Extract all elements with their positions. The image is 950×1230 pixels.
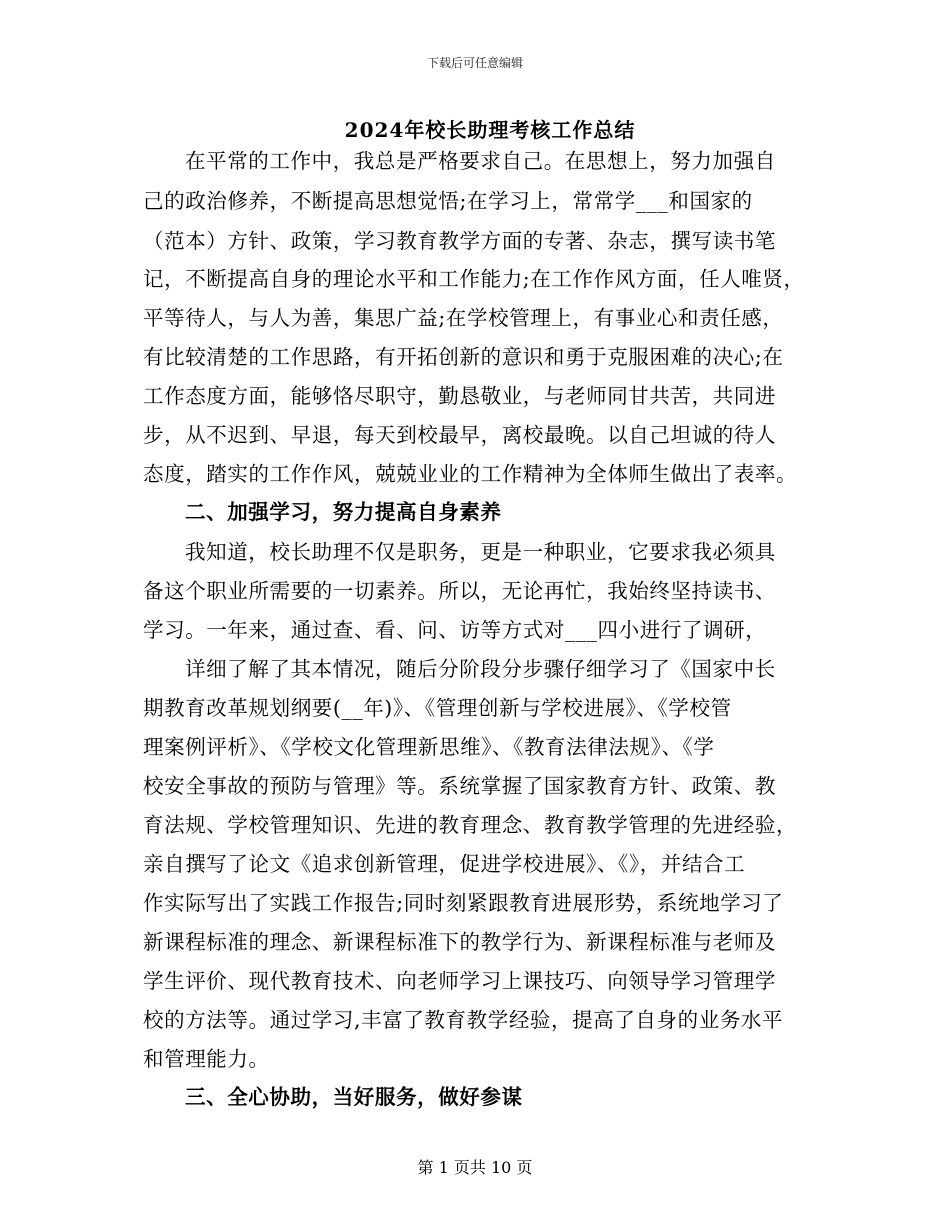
- section-heading: 二、加强学习，努力提高自身素养: [185, 500, 502, 524]
- body-line: 学习。一年来，通过查、看、问、访等方式对___四小进行了调研，: [143, 618, 767, 642]
- body-line: 校的方法等。通过学习,丰富了教育教学经验，提高了自身的业务水平: [143, 1008, 784, 1032]
- body-line: 在平常的工作中，我总是严格要求自己。在思想上，努力加强自: [185, 149, 776, 173]
- body-line: 步，从不迟到、早退，每天到校最早，离校最晚。以自己坦诚的待人: [143, 423, 776, 447]
- body-line: （范本）方针、政策，学习教育教学方面的专著、杂志，撰写读书笔: [143, 229, 776, 253]
- document-title: 2024年校长助理考核工作总结: [344, 118, 636, 142]
- body-line: 记，不断提高自身的理论水平和工作能力;在工作作风方面，任人唯贤，: [143, 267, 805, 291]
- body-line: 学生评价、现代教育技术、向老师学习上课技巧、向领导学习管理学: [143, 969, 776, 993]
- body-line: 和管理能力。: [143, 1047, 270, 1071]
- body-line: 己的政治修养，不断提高思想觉悟;在学习上，常常学___和国家的: [143, 189, 753, 213]
- body-line: 态度，踏实的工作作风，兢兢业业的工作精神为全体师生做出了表率。: [143, 462, 798, 486]
- body-line: 工作态度方面，能够恪尽职守，勤恳敬业，与老师同甘共苦，共同进: [143, 384, 776, 408]
- body-line: 育法规、学校管理知识、先进的教育理念、教育教学管理的先进经验，: [143, 813, 798, 837]
- body-line: 理案例评析》、《学校文化管理新思维》、《教育法律法规》、《学: [143, 735, 715, 759]
- header-note: 下载后可任意编辑: [426, 56, 523, 70]
- body-line: 备这个职业所需要的一切素养。所以，无论再忙，我始终坚持读书、: [143, 579, 776, 603]
- section-heading: 三、全心协助，当好服务，做好参谋: [185, 1085, 523, 1109]
- body-line: 新课程标准的理念、新课程标准下的教学行为、新课程标准与老师及: [143, 930, 776, 954]
- body-line: 亲自撰写了论文《追求创新管理，促进学校进展》、《》，并结合工: [143, 852, 746, 876]
- body-line: 作实际写出了实践工作报告;同时刻紧跟教育进展形势，系统地学习了: [143, 891, 784, 915]
- body-line: 校安全事故的预防与管理》等。系统掌握了国家教育方针、政策、教: [143, 774, 776, 798]
- body-line: 期教育改革规划纲要(__年)》、《管理创新与学校进展》、《学校管: [143, 696, 732, 720]
- body-line: 平等待人，与人为善，集思广益;在学校管理上，有事业心和责任感，: [143, 306, 784, 330]
- body-line: 详细了解了其本情况，随后分阶段分步骤仔细学习了《国家中长: [185, 657, 776, 681]
- page-footer: 第 1 页共 10 页: [417, 1158, 533, 1177]
- body-line: 我知道，校长助理不仅是职务，更是一种职业，它要求我必须具: [185, 540, 776, 564]
- body-line: 有比较清楚的工作思路，有开拓创新的意识和勇于克服困难的决心;在: [143, 345, 784, 369]
